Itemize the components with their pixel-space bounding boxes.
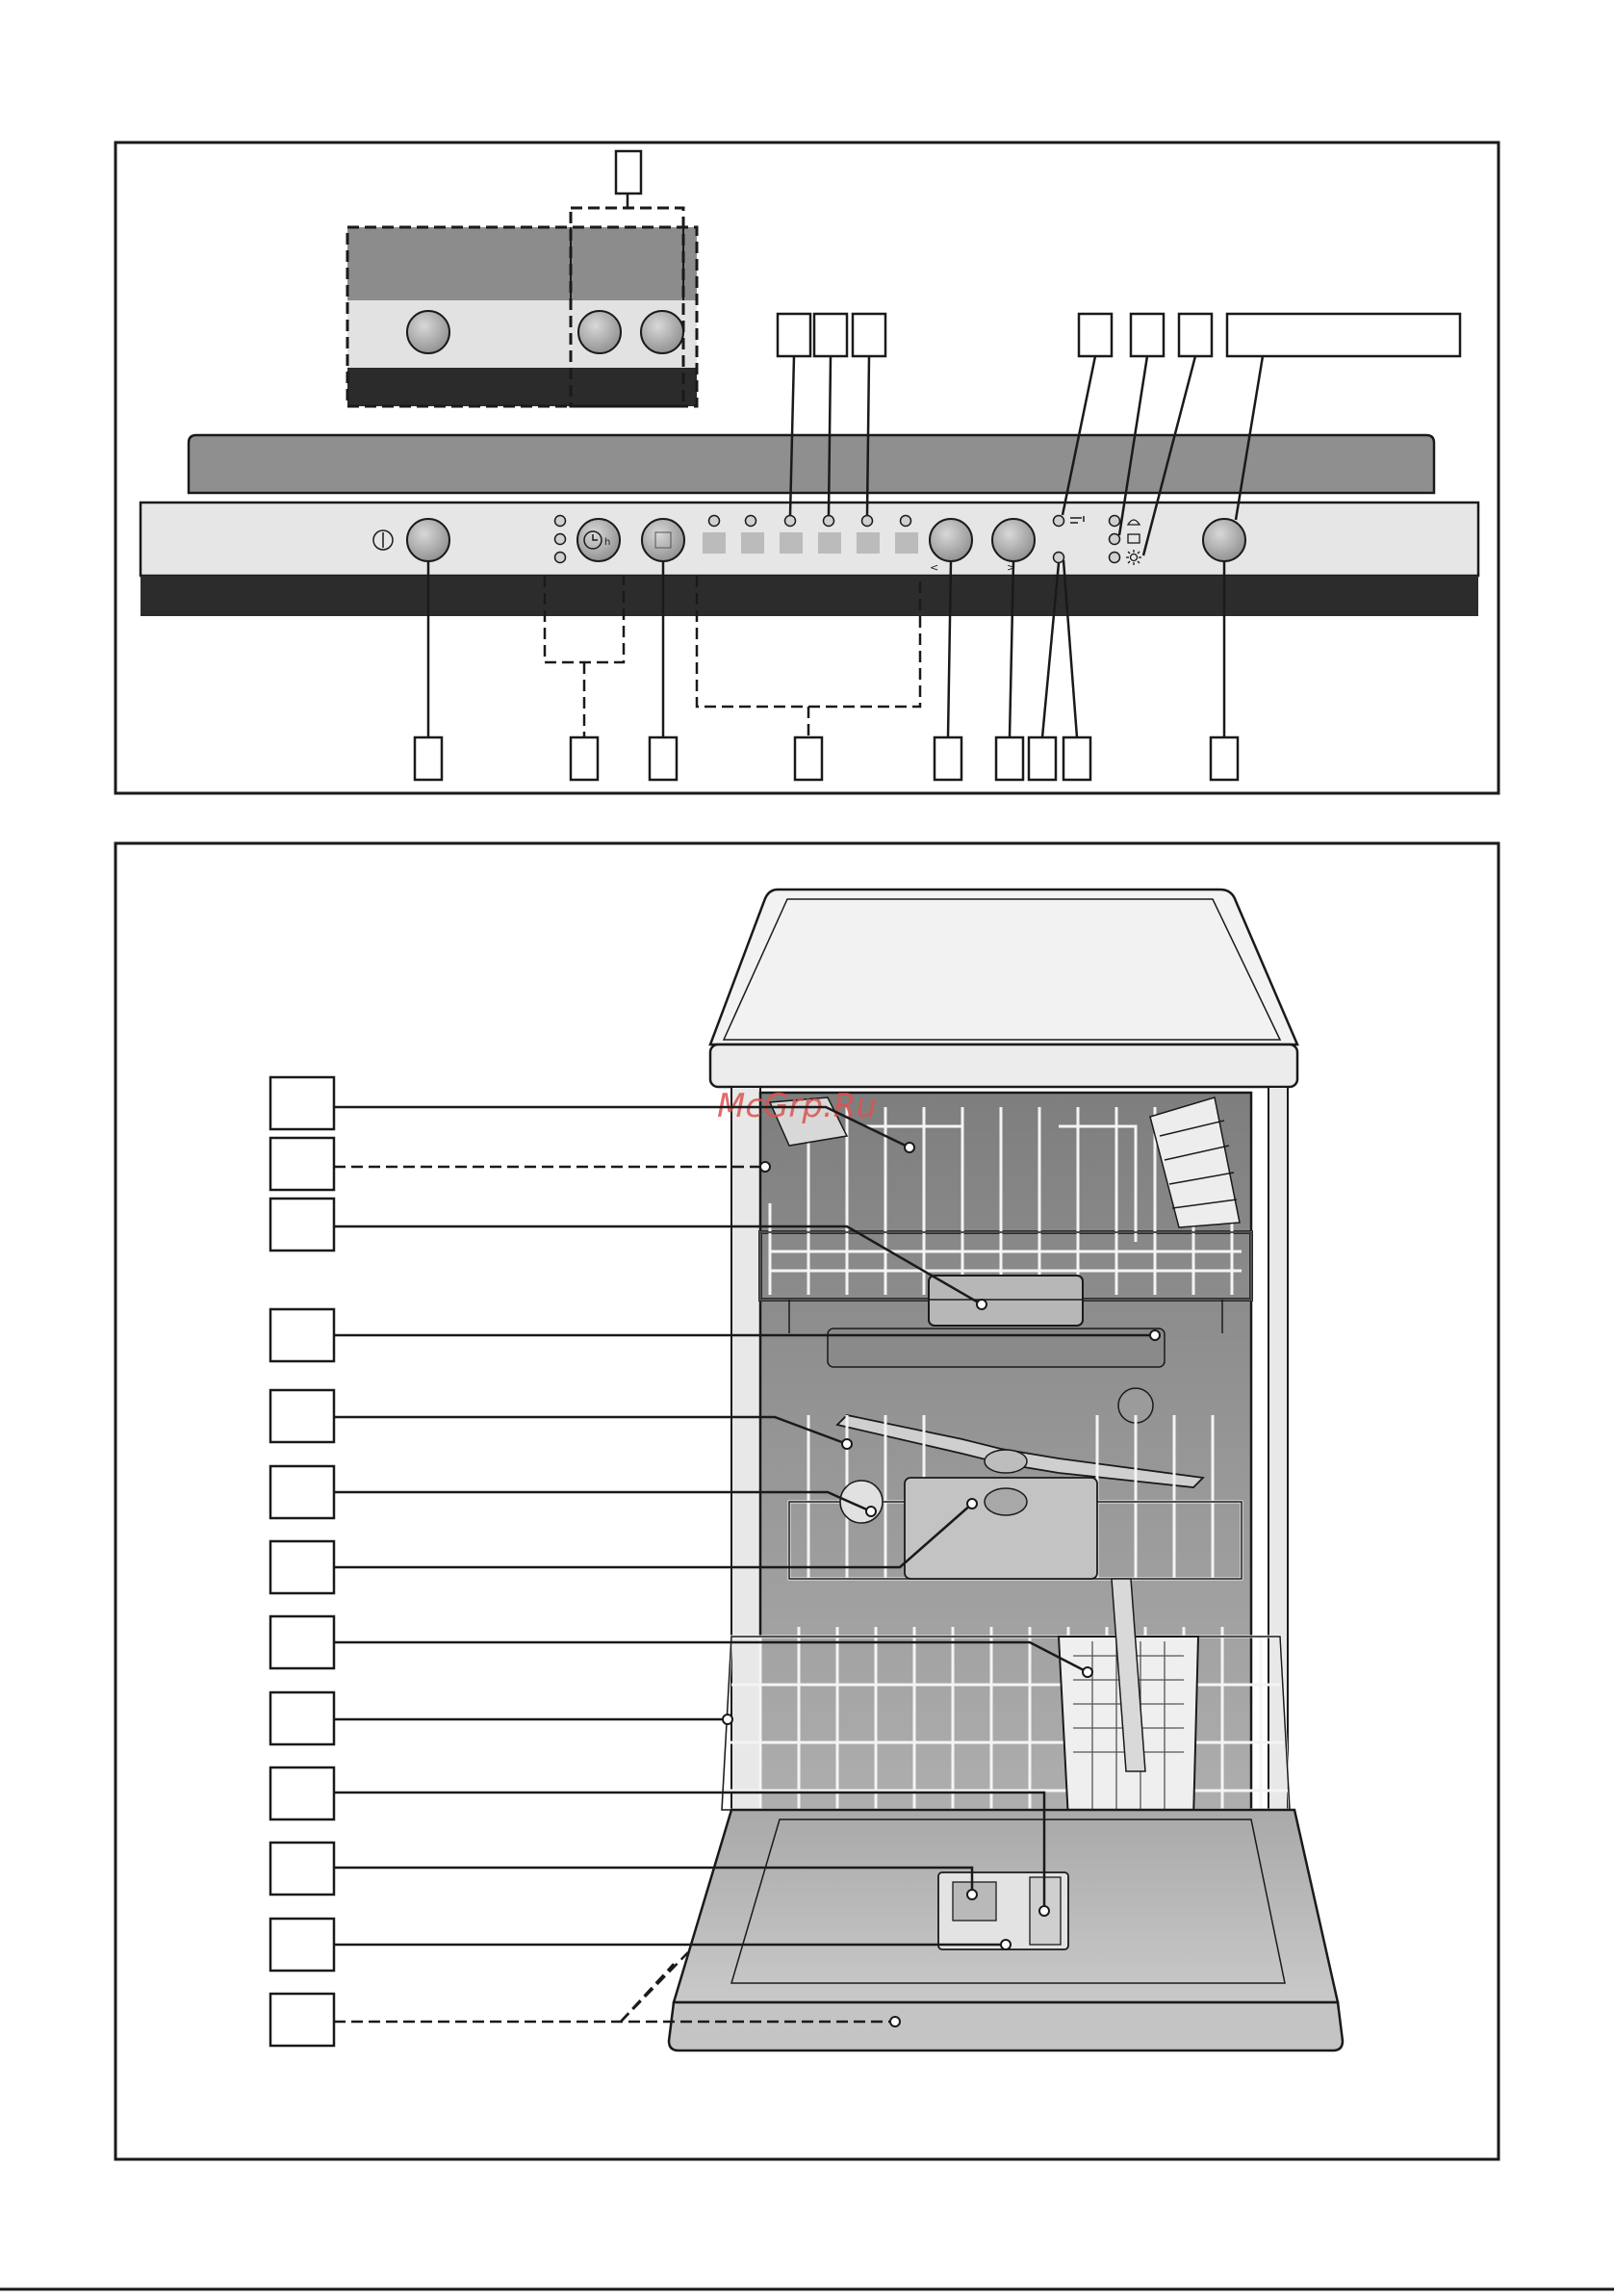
callout-interior-3 [270, 1199, 334, 1251]
previous-button [930, 519, 972, 561]
callout-interior-1 [270, 1077, 334, 1129]
worktop [710, 890, 1297, 1045]
callout-top-4 [1079, 314, 1112, 356]
callout-interior-12 [270, 1919, 334, 1971]
previous-symbol: < [930, 561, 939, 574]
control-panel-figure [115, 142, 1499, 793]
callout-bottom-6 [996, 737, 1023, 780]
callout-interior-13 [270, 1994, 334, 2046]
callout-bottom-1 [415, 737, 442, 780]
callout-top-2 [814, 314, 847, 356]
callout-top-wide [1227, 314, 1460, 356]
callout-top-3 [853, 314, 885, 356]
callout-interior-10 [270, 1767, 334, 1819]
callout-interior-5 [270, 1390, 334, 1442]
callout-bottom-3 [650, 737, 677, 780]
callout-top-6 [1179, 314, 1212, 356]
main-switch-button [407, 519, 449, 561]
callout-bottom-4 [795, 737, 822, 780]
callout-interior-8 [270, 1616, 334, 1668]
inset-button-2 [578, 311, 621, 353]
main-control-panel [141, 435, 1478, 616]
inset-button-3 [641, 311, 683, 353]
program-button [642, 519, 684, 561]
next-button [992, 519, 1035, 561]
callout-top-1 [778, 314, 810, 356]
callout-bottom-7 [1029, 737, 1056, 780]
callout-bottom-8 [1063, 737, 1090, 780]
callout-interior-7 [270, 1541, 334, 1593]
callout-bottom-5 [935, 737, 961, 780]
inset-button-1 [407, 311, 449, 353]
callout-top-inset [616, 151, 641, 193]
callout-bottom-2 [571, 737, 598, 780]
watermark: McGrp.Ru [717, 1087, 877, 1125]
callout-interior-6 [270, 1466, 334, 1518]
callout-bottom-9 [1211, 737, 1238, 780]
svg-text:h: h [604, 537, 611, 548]
callout-interior-4 [270, 1309, 334, 1361]
callout-interior-9 [270, 1692, 334, 1744]
callout-interior-2 [270, 1138, 334, 1190]
inset-panel-detail [347, 194, 697, 406]
next-symbol: > [1007, 561, 1016, 574]
callout-top-5 [1131, 314, 1164, 356]
start-button [1203, 519, 1245, 561]
callout-interior-11 [270, 1843, 334, 1895]
interior-figure [115, 843, 1499, 2159]
